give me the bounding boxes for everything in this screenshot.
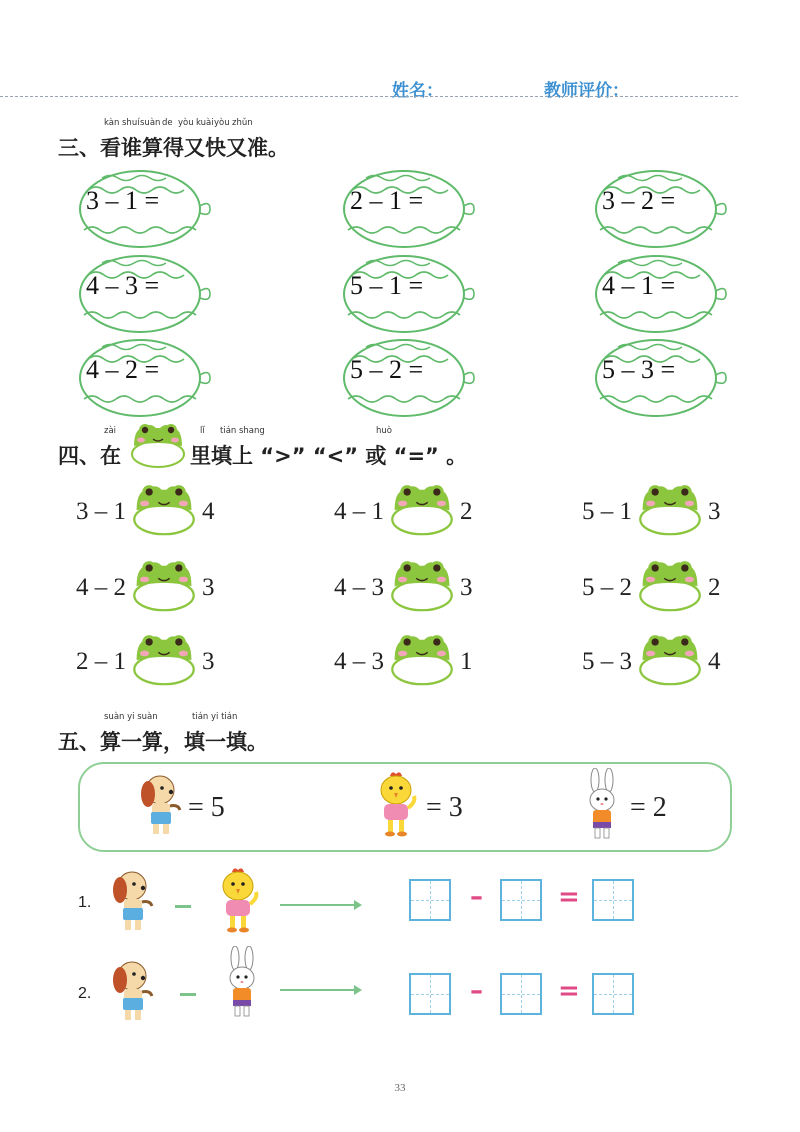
pinyin-syllable: de xyxy=(162,118,173,128)
answer-box[interactable] xyxy=(409,879,451,921)
equation-text: 5 – 1 = xyxy=(350,271,424,300)
pinyin-syllable: kuài xyxy=(196,118,214,128)
frog-answer-circle[interactable] xyxy=(638,478,702,542)
frog-answer-circle[interactable] xyxy=(390,478,454,542)
comparison-right: 1 xyxy=(460,648,473,675)
legend-rabbit-value: = 2 xyxy=(630,792,667,823)
equation-text: 4 – 2 = xyxy=(86,355,160,384)
comparison-right: 3 xyxy=(708,498,721,525)
answer-box[interactable] xyxy=(500,879,542,921)
comparison-left: 5 – 3 xyxy=(582,648,632,675)
watermelon-problem xyxy=(78,253,218,335)
watermelon-problem xyxy=(594,168,734,250)
comparison-left: 3 – 1 xyxy=(76,498,126,525)
header-divider xyxy=(0,96,738,97)
comparison-item xyxy=(76,554,246,616)
section4-title-suffix: 里填上 “>” “<” 或 “=” 。 xyxy=(190,444,468,468)
comparison-right: 2 xyxy=(460,498,473,525)
pinyin-tianyitian: tián yi tián xyxy=(192,712,238,722)
arrow-icon xyxy=(280,983,362,997)
pinyin-zai: zài xyxy=(104,426,117,436)
pinyin-li: lǐ xyxy=(200,426,205,436)
minus-sign: – xyxy=(470,882,483,912)
pinyin-syllable: zhǔn xyxy=(232,118,253,128)
frog-answer-circle[interactable] xyxy=(132,478,196,542)
equation-text: 5 – 3 = xyxy=(602,355,676,384)
rabbit-icon xyxy=(582,768,622,846)
dog-icon xyxy=(110,956,158,1030)
section4-title-prefix: 四、在 xyxy=(58,444,121,468)
equation-text: 3 – 2 = xyxy=(602,186,676,215)
dog-icon xyxy=(138,770,186,844)
equation-text: 4 – 3 = xyxy=(86,271,160,300)
pinyin-huo: huò xyxy=(376,426,392,436)
question-number: 1. xyxy=(78,894,92,911)
answer-box[interactable] xyxy=(500,973,542,1015)
equation-text: 3 – 1 = xyxy=(86,186,160,215)
watermelon-problem xyxy=(342,337,482,419)
minus-sign xyxy=(175,905,191,908)
legend-box xyxy=(78,762,732,852)
section3-title: 三、看谁算得又快又准。 xyxy=(58,136,289,160)
frog-answer-circle[interactable] xyxy=(390,628,454,692)
watermelon-problem xyxy=(78,168,218,250)
frog-answer-circle[interactable] xyxy=(638,628,702,692)
legend-chick-value: = 3 xyxy=(426,792,463,823)
comparison-item xyxy=(334,628,504,690)
pinyin-suanyisuan: suàn yi suàn xyxy=(104,712,158,722)
pinyin-syllable: shuí xyxy=(122,118,140,128)
legend-dog-value: = 5 xyxy=(188,792,225,823)
comparison-right: 3 xyxy=(202,648,215,675)
comparison-left: 4 – 2 xyxy=(76,574,126,601)
frog-icon-title xyxy=(130,420,186,472)
watermelon-problem xyxy=(342,168,482,250)
section5-title: 五、算一算，填一填。 xyxy=(58,730,268,754)
equation-text: 4 – 1 = xyxy=(602,271,676,300)
comparison-right: 3 xyxy=(460,574,473,601)
answer-box[interactable] xyxy=(409,973,451,1015)
comparison-item xyxy=(582,554,752,616)
comparison-item xyxy=(582,478,752,540)
comparison-item xyxy=(582,628,752,690)
equals-sign: = xyxy=(558,882,580,912)
watermelon-problem xyxy=(342,253,482,335)
frog-answer-circle[interactable] xyxy=(638,554,702,618)
comparison-item xyxy=(76,478,246,540)
pinyin-syllable: suàn xyxy=(140,118,161,128)
comparison-left: 2 – 1 xyxy=(76,648,126,675)
comparison-left: 4 – 3 xyxy=(334,648,384,675)
minus-sign: – xyxy=(470,976,483,1006)
comparison-right: 3 xyxy=(202,574,215,601)
pinyin-syllable: yòu xyxy=(178,118,194,128)
watermelon-problem xyxy=(594,253,734,335)
pinyin-tianshang: tián shang xyxy=(220,426,265,436)
frog-answer-circle[interactable] xyxy=(132,628,196,692)
name-label: 姓名： xyxy=(392,81,443,101)
pinyin-syllable: yòu xyxy=(214,118,230,128)
comparison-left: 5 – 2 xyxy=(582,574,632,601)
watermelon-problem xyxy=(594,337,734,419)
frog-answer-circle[interactable] xyxy=(390,554,454,618)
chick-icon xyxy=(214,866,262,940)
comparison-item xyxy=(334,478,504,540)
teacher-evaluation-label: 教师评价： xyxy=(544,81,629,101)
equation-text: 5 – 2 = xyxy=(350,355,424,384)
answer-box[interactable] xyxy=(592,879,634,921)
frog-answer-circle[interactable] xyxy=(132,554,196,618)
rabbit-icon xyxy=(222,946,262,1024)
equals-sign: = xyxy=(558,976,580,1006)
minus-sign xyxy=(180,993,196,996)
arrow-icon xyxy=(280,898,362,912)
comparison-item xyxy=(76,628,246,690)
answer-box[interactable] xyxy=(592,973,634,1015)
question-number: 2. xyxy=(78,985,92,1002)
equation-text: 2 – 1 = xyxy=(350,186,424,215)
watermelon-problem xyxy=(78,337,218,419)
pinyin-syllable: kàn xyxy=(104,118,120,128)
page-number: 33 xyxy=(394,1082,406,1094)
comparison-left: 4 – 3 xyxy=(334,574,384,601)
comparison-right: 4 xyxy=(708,648,721,675)
comparison-right: 2 xyxy=(708,574,721,601)
comparison-right: 4 xyxy=(202,498,215,525)
comparison-item xyxy=(334,554,504,616)
comparison-left: 5 – 1 xyxy=(582,498,632,525)
chick-icon xyxy=(372,770,420,844)
comparison-left: 4 – 1 xyxy=(334,498,384,525)
dog-icon xyxy=(110,866,158,940)
